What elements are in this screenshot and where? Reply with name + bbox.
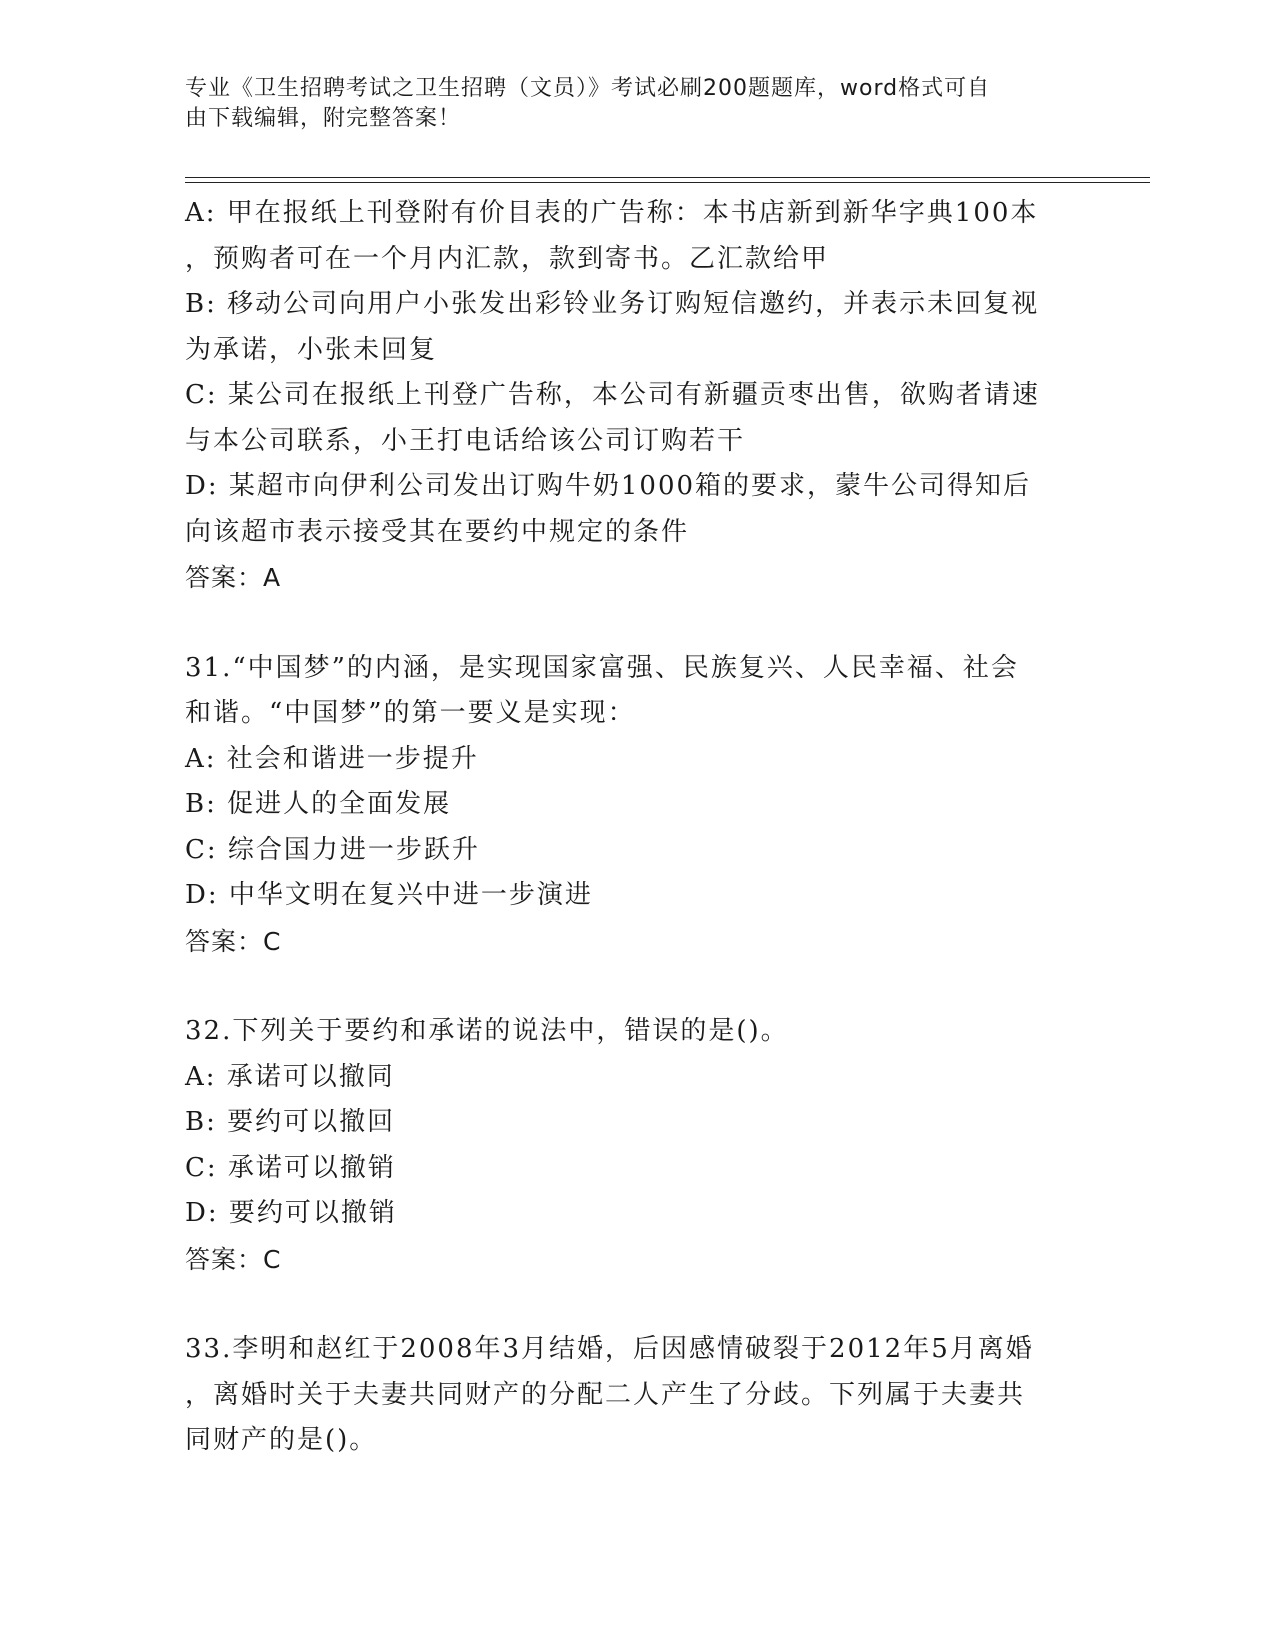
option-b-line-1: B: 移动公司向用户小张发出彩铃业务订购短信邀约，并表示未回复视 <box>185 289 1040 319</box>
spacer <box>185 964 1085 1009</box>
option-d: D: 中华文明在复兴中进一步演进 <box>185 880 593 910</box>
option-d-line-2: 向该超市表示接受其在要约中规定的条件 <box>185 516 690 547</box>
header-rule-bottom <box>185 182 1150 183</box>
option-d: D: 要约可以撤销 <box>185 1198 397 1228</box>
option-b: B: 要约可以撤回 <box>185 1107 396 1137</box>
document-body <box>185 191 1085 1464</box>
answer-label: 答案：C <box>185 926 282 956</box>
question-stem-line-3: 同财产的是()。 <box>185 1425 378 1455</box>
question-stem-line-1: 31.“中国梦”的内涵，是实现国家富强、民族复兴、人民幸福、社会 <box>185 652 1019 683</box>
option-c-line-2: 与本公司联系，小王打电话给该公司订购若干 <box>185 425 746 456</box>
option-a: A: 承诺可以撤同 <box>185 1061 395 1092</box>
spacer <box>185 1282 1085 1327</box>
option-d-line-1: D: 某超市向伊利公司发出订购牛奶1000箱的要求，蒙牛公司得知后 <box>185 471 1032 501</box>
option-a-line-1: A: 甲在报纸上刊登附有价目表的广告称：本书店新到新华字典100本 <box>185 198 1039 228</box>
option-b-line-2: 为承诺，小张未回复 <box>185 334 438 365</box>
question-stem: 32.下列关于要约和承诺的说法中，错误的是()。 <box>185 1016 789 1046</box>
question-32 <box>185 1009 1085 1282</box>
question-31 <box>185 646 1085 965</box>
option-a: A: 社会和谐进一步提升 <box>185 743 479 774</box>
question-stem-line-1: 33.李明和赵红于2008年3月结婚，后因感情破裂于2012年5月离婚 <box>185 1334 1034 1364</box>
option-c: C: 承诺可以撤销 <box>185 1152 396 1183</box>
document-header <box>185 74 1065 134</box>
option-b: B: 促进人的全面发展 <box>185 789 452 819</box>
header-line-2: 由下载编辑，附完整答案！ <box>185 106 462 131</box>
header-rule-top <box>185 177 1150 178</box>
option-c: C: 综合国力进一步跃升 <box>185 834 480 865</box>
option-c-line-1: C: 某公司在报纸上刊登广告称，本公司有新疆贡枣出售，欲购者请速 <box>185 380 1040 410</box>
option-a-line-2: ，预购者可在一个月内汇款，款到寄书。乙汇款给甲 <box>185 243 830 274</box>
question-stem-line-2: 和谐。“中国梦”的第一要义是实现： <box>185 698 636 728</box>
spacer <box>185 601 1085 646</box>
question-stem-line-2: ，离婚时关于夫妻共同财产的分配二人产生了分歧。下列属于夫妻共 <box>185 1379 1026 1410</box>
previous-question-options <box>185 191 1085 601</box>
header-line-1: 专业《卫生招聘考试之卫生招聘（文员）》考试必刷200题题库，word格式可自 <box>185 76 991 101</box>
answer-label: 答案：A <box>185 563 282 592</box>
question-33 <box>185 1327 1085 1464</box>
answer-label: 答案：C <box>185 1244 282 1274</box>
